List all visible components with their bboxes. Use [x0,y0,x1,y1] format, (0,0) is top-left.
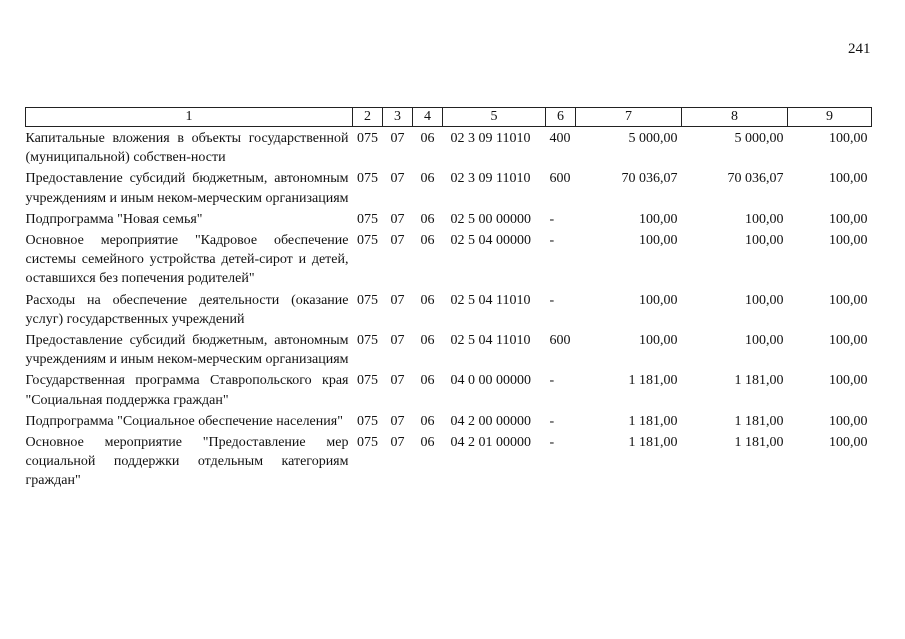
row-plan: 1 181,00 [628,413,678,429]
row-plan: 5 000,00 [628,131,678,146]
row-rz: 07 [390,413,405,429]
row-fact: 5 000,00 [734,131,784,146]
row-csr: 04 0 00 00000 [450,373,531,389]
row-vr: - [549,413,555,429]
table-row [26,369,872,409]
row-rz: 07 [390,333,405,349]
row-name: Подпрограмма "Социальное обеспечение населения" [25,413,343,429]
row-vr: - [549,211,555,227]
row-name: Расходы на обеспечение деятельности (оказание услуг) государственных учреждений [25,292,349,327]
row-ved: 075 [357,413,378,429]
row-csr: 02 3 09 11010 [450,171,531,187]
page-number: 241 [848,41,871,57]
row-fact: 70 036,07 [727,171,784,187]
row-pr: 06 [420,233,435,249]
table-row [26,289,872,329]
row-vr: - [549,435,555,451]
row-fact: 100,00 [745,233,784,249]
row-vr: 600 [549,333,571,349]
column-header: 7 [576,108,682,127]
row-pr: 06 [420,435,435,451]
row-csr: 02 5 04 11010 [450,292,531,308]
row-fact: 100,00 [745,292,784,308]
row-pct: 100,00 [829,233,868,249]
column-header: 9 [788,108,872,127]
row-name: Капитальные вложения в объекты государственной (муниципальной) собствен-ности [25,131,349,166]
row-plan: 1 181,00 [628,435,678,451]
row-ved: 075 [357,292,378,308]
row-csr: 02 5 04 00000 [450,233,531,249]
table-row [26,431,872,491]
row-vr: - [549,373,555,389]
budget-table [25,107,872,491]
row-vr: - [549,233,555,249]
row-plan: 100,00 [639,211,678,227]
row-plan: 1 181,00 [628,373,678,389]
column-header: 3 [383,108,413,127]
row-rz: 07 [390,435,405,451]
table-row [26,229,872,289]
row-fact: 100,00 [745,211,784,227]
row-rz: 07 [390,171,405,187]
row-pct: 100,00 [829,211,868,227]
table-row [26,208,872,229]
row-csr: 04 2 01 00000 [450,435,531,451]
row-ved: 075 [357,435,378,451]
row-name: Основное мероприятие "Кадровое обеспечение системы семейного устройства детей-сирот и детей, оставшихся без попечения родителей" [25,233,349,287]
row-name: Предоставление субсидий бюджетным, автономным учреждениям и иным неком-мерческим организациям [25,333,349,368]
row-pct: 100,00 [829,171,868,187]
row-rz: 07 [390,211,405,227]
row-pct: 100,00 [829,373,868,389]
row-plan: 100,00 [639,333,678,349]
row-pr: 06 [420,171,435,187]
column-header: 5 [443,108,546,127]
row-rz: 07 [390,131,405,146]
row-ved: 075 [357,373,378,389]
row-fact: 100,00 [745,333,784,349]
row-csr: 02 3 09 11010 [450,131,531,146]
row-name: Предоставление субсидий бюджетным, автономным учреждениям и иным неком-мерческим организациям [25,171,349,206]
row-pct: 100,00 [829,435,868,451]
row-csr: 02 5 04 11010 [450,333,531,349]
row-pct: 100,00 [829,292,868,308]
row-pr: 06 [420,292,435,308]
header-row [26,108,872,127]
row-rz: 07 [390,373,405,389]
row-csr: 02 5 00 00000 [450,211,531,227]
row-vr: 400 [549,131,571,146]
column-header: 4 [413,108,443,127]
row-pct: 100,00 [829,333,868,349]
row-ved: 075 [357,233,378,249]
row-pct: 100,00 [829,131,868,146]
row-plan: 100,00 [639,233,678,249]
table-row [26,410,872,431]
row-csr: 04 2 00 00000 [450,413,531,429]
row-plan: 100,00 [639,292,678,308]
row-pr: 06 [420,211,435,227]
column-header: 8 [682,108,788,127]
row-ved: 075 [357,171,378,187]
row-ved: 075 [357,333,378,349]
row-ved: 075 [357,131,378,146]
row-name: Подпрограмма "Новая семья" [25,211,203,227]
row-pr: 06 [420,413,435,429]
row-rz: 07 [390,233,405,249]
row-fact: 1 181,00 [734,435,784,451]
table-row [26,329,872,369]
row-vr: 600 [549,171,571,187]
row-name: Государственная программа Ставропольского края "Социальная поддержка граждан" [25,373,349,408]
row-fact: 1 181,00 [734,413,784,429]
row-pr: 06 [420,131,435,146]
column-header: 2 [353,108,383,127]
column-header: 1 [26,108,353,127]
column-header: 6 [546,108,576,127]
row-pct: 100,00 [829,413,868,429]
row-ved: 075 [357,211,378,227]
table-row [26,167,872,207]
row-plan: 70 036,07 [621,171,678,187]
row-fact: 1 181,00 [734,373,784,389]
table-row [26,127,872,168]
row-pr: 06 [420,333,435,349]
row-pr: 06 [420,373,435,389]
row-vr: - [549,292,555,308]
row-name: Основное мероприятие "Предоставление мер социальной поддержки отдельным категориям граждан" [25,435,349,489]
row-rz: 07 [390,292,405,308]
